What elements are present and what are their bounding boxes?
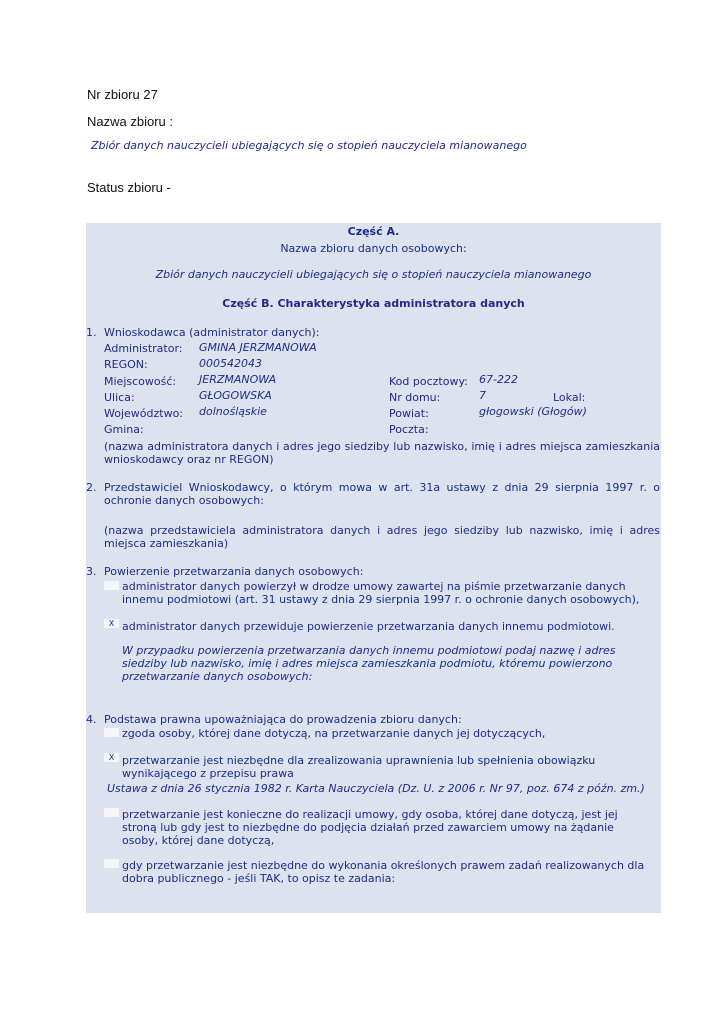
ulica-value: GŁOGOWSKA	[199, 389, 272, 402]
section-4-legal-reference: Ustawa z dnia 26 stycznia 1982 r. Karta Nauczyciela (Dz. U. z 2006 r. Nr 97, poz. 674 z późn. zm.)	[107, 782, 645, 795]
section-4-option-4-text: gdy przetwarzanie jest niezbędne do wykonania określonych prawem zadań realizowanych dla dobra publicznego - jeśli TAK, to opisz te zadania:	[122, 859, 645, 885]
record-number: Nr zbioru 27	[87, 87, 158, 102]
powiat-label: Powiat:	[389, 407, 429, 420]
nr-domu-label: Nr domu:	[389, 391, 441, 404]
section-2-number: 2.	[86, 481, 97, 494]
section-4-title: Podstawa prawna upoważniająca do prowadzenia zbioru danych:	[104, 713, 462, 726]
section-1-number: 1.	[86, 326, 97, 339]
section-3-option-2-text: administrator danych przewiduje powierzenie przetwarzania danych innemu podmiotowi.	[122, 620, 615, 633]
record-name-label: Nazwa zbioru :	[87, 114, 173, 129]
kod-value: 67-222	[479, 373, 518, 386]
part-a-subtitle: Nazwa zbioru danych osobowych:	[280, 242, 467, 255]
lokal-label: Lokal:	[553, 391, 586, 404]
wojewodztwo-label: Województwo:	[104, 407, 184, 420]
section-2-text: Przedstawiciel Wnioskodawcy, o którym mowa w art. 31a ustawy z dnia 29 sierpnia 1997 r. o ochronie danych osobowych:	[104, 481, 660, 507]
section-4-option-3-checkbox[interactable]	[104, 808, 119, 817]
section-3-option-2-checkbox[interactable]: X	[104, 619, 119, 628]
section-3-option-1-checkbox[interactable]	[104, 581, 119, 590]
poczta-label: Poczta:	[389, 423, 429, 436]
record-name-value: Zbiór danych nauczycieli ubiegających się o stopień nauczyciela mianowanego	[91, 139, 527, 152]
section-4-option-4-checkbox[interactable]	[104, 859, 119, 868]
section-4-option-1-checkbox[interactable]	[104, 728, 119, 737]
miejscowosc-value: JERZMANOWA	[199, 373, 277, 386]
section-1-title: Wnioskodawca (administrator danych):	[104, 326, 320, 339]
administrator-label: Administrator:	[104, 342, 183, 355]
nr-domu-value: 7	[479, 389, 486, 402]
section-4-option-3-text: przetwarzanie jest konieczne do realizacji umowy, gdy osoba, której dane dotyczą, jest jej stroną lub gdy jest to niezbędne do podjęcia działań przed zawarciem umowy na żądanie osoby, której dane dotyczą,	[122, 808, 618, 847]
section-4-option-2-text: przetwarzanie jest niezbędne dla zrealizowania uprawnienia lub spełnienia obowiązku wynikającego z przepisu prawa	[122, 754, 596, 780]
section-3-number: 3.	[86, 565, 97, 578]
ulica-label: Ulica:	[104, 391, 135, 404]
section-3-title: Powierzenie przetwarzania danych osobowych:	[104, 565, 364, 578]
record-status-label: Status zbioru -	[87, 180, 171, 195]
gmina-label: Gmina:	[104, 423, 144, 436]
part-a-value: Zbiór danych nauczycieli ubiegających się o stopień nauczyciela mianowanego	[155, 268, 592, 281]
powiat-value: głogowski (Głogów)	[479, 405, 587, 418]
section-1-note: (nazwa administratora danych i adres jego siedziby lub nazwisko, imię i adres miejsca zamieszkania wnioskodawcy oraz nr REGON)	[104, 440, 660, 466]
regon-label: REGON:	[104, 358, 148, 371]
section-4-option-1-text: zgoda osoby, której dane dotyczą, na przetwarzanie danych jej dotyczących,	[122, 727, 546, 740]
administrator-value: GMINA JERZMANOWA	[199, 341, 317, 354]
regon-value: 000542043	[199, 357, 262, 370]
part-a-title: Część A.	[347, 225, 400, 238]
section-2-note: (nazwa przedstawiciela administratora danych i adres jego siedziby lub nazwisko, imię i adres miejsca zamieszkania)	[104, 524, 660, 550]
kod-label: Kod pocztowy:	[389, 375, 468, 388]
section-4-option-2-checkbox[interactable]: X	[104, 753, 119, 762]
part-b-title: Część B. Charakterystyka administratora danych	[222, 297, 525, 310]
section-3-entrust-note: W przypadku powierzenia przetwarzania danych innemu podmiotowi podaj nazwę i adres siedziby lub nazwisko, imię i adres miejsca zamieszkania podmiotu, któremu powierzono przetwarzanie danych osobowych:	[122, 644, 616, 683]
section-4-number: 4.	[86, 713, 97, 726]
section-3-option-1-text: administrator danych powierzył w drodze umowy zawartej na piśmie przetwarzanie danych innemu podmiotowi (art. 31 ustawy z dnia 29 sierpnia 1997 r. o ochronie danych osobowych),	[122, 580, 640, 606]
wojewodztwo-value: dolnośląskie	[199, 405, 267, 418]
miejscowosc-label: Miejscowość:	[104, 375, 177, 388]
